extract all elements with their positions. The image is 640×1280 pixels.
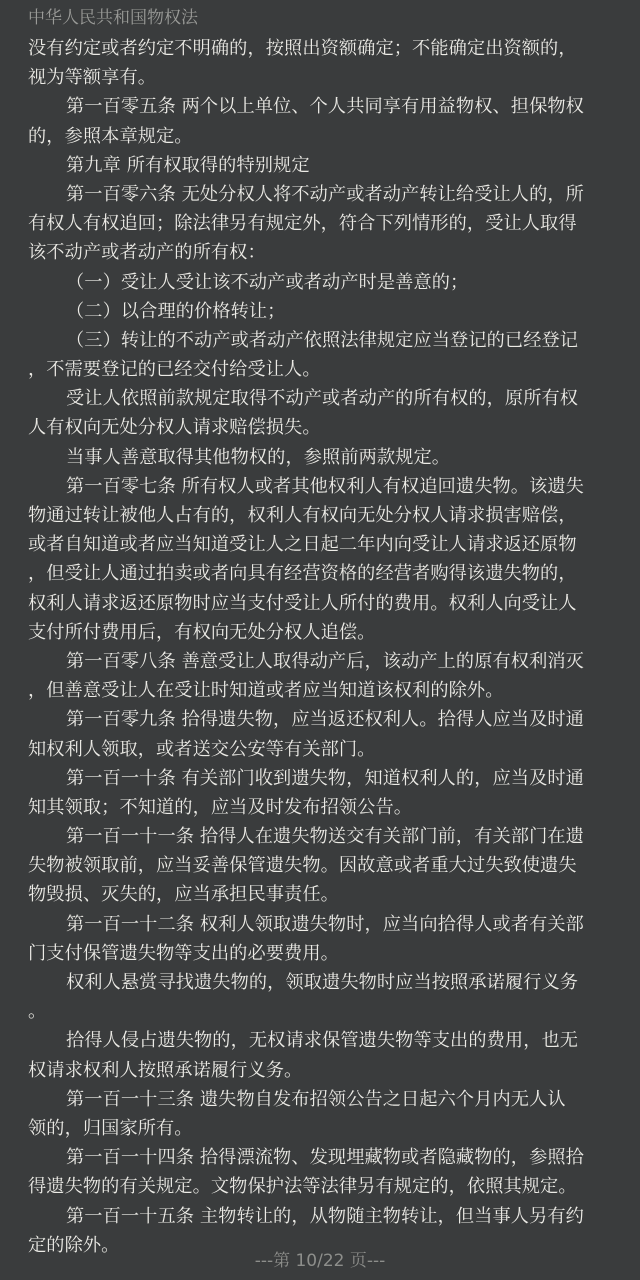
text-line: 第一百一十三条 遗失物自发布招领公告之日起六个月内无人认: [66, 1088, 566, 1110]
text-line: 第一百零六条 无处分权人将不动产或者动产转让给受让人的，所: [66, 183, 584, 205]
text-line: 门支付保管遗失物等支出的必要费用。: [28, 942, 339, 964]
text-line: （三）转让的不动产或者动产依照法律规定应当登记的已经登记: [66, 329, 579, 351]
text-line: 第一百一十四条 拾得漂流物、发现埋藏物或者隐藏物的，参照拾: [66, 1147, 584, 1169]
text-line: 失物被领取前，应当妥善保管遗失物。因故意或者重大过失致使遗失: [28, 855, 577, 877]
text-line: 拾得人侵占遗失物的，无权请求保管遗失物等支出的费用，也无: [66, 1030, 579, 1052]
text-line: 权利人悬赏寻找遗失物的，领取遗失物时应当按照承诺履行义务: [66, 972, 579, 993]
text-line: 知其领取；不知道的，应当及时发布招领公告。: [28, 796, 413, 818]
text-line: 当事人善意取得其他物权的，参照前两款规定。: [66, 446, 451, 468]
text-line: ，但善意受让人在受让时知道或者应当知道该权利的除外。: [28, 680, 504, 702]
text-line: ，不需要登记的已经交付给受让人。: [28, 359, 321, 381]
text-line: （一）受让人受让该不动产或者动产时是善意的；: [66, 271, 469, 293]
text-line: 。: [28, 1001, 47, 1023]
text-line: 第一百一十二条 权利人领取遗失物时，应当向拾得人或者有关部: [66, 913, 584, 935]
text-line: 该不动产或者动产的所有权：: [28, 242, 266, 264]
text-line: 有权人有权追回；除法律另有规定外，符合下列情形的，受让人取得: [28, 213, 577, 235]
reader-content[interactable]: [28, 34, 610, 1260]
text-line: 没有约定或者约定不明确的，按照出资额确定；不能确定出资额的，: [28, 38, 577, 59]
text-line: （二）以合理的价格转让；: [66, 300, 286, 322]
text-line: 物毁损、灭失的，应当承担民事责任。: [28, 884, 339, 906]
text-line: 支付所付费用后，有权向无处分权人追偿。: [28, 621, 376, 643]
text-line: 第九章 所有权取得的特别规定: [66, 154, 310, 176]
text-line: 第一百一十五条 主物转让的，从物随主物转让，但当事人另有约: [66, 1205, 584, 1227]
text-line: 物通过转让被他人占有的，权利人有权向无处分权人请求损害赔偿，: [28, 505, 577, 526]
text-line: 第一百一十一条 拾得人在遗失物送交有关部门前，有关部门在遗: [66, 826, 584, 848]
book-title: 中华人民共和国物权法: [28, 8, 198, 28]
text-line: 权利人请求返还原物时应当支付受让人所付的费用。权利人向受让人: [28, 592, 577, 614]
page-indicator: ---第 10/22 页---: [254, 1251, 386, 1271]
text-line: 或者自知道或者应当知道受让人之日起二年内向受让人请求返还原物: [28, 534, 577, 556]
text-line: 视为等额享有。: [28, 67, 157, 89]
text-line: 人有权向无处分权人请求赔偿损失。: [28, 417, 321, 439]
text-line: 第一百一十条 有关部门收到遗失物，知道权利人的，应当及时通: [66, 767, 584, 789]
text-line: 定的除外。: [28, 1234, 120, 1256]
text-line: 的，参照本章规定。: [28, 125, 193, 147]
text-line: 领的，归国家所有。: [28, 1117, 193, 1139]
text-line: ，但受让人通过拍卖或者向具有经营资格的经营者购得该遗失物的，: [28, 563, 577, 585]
text-line: 权请求权利人按照承诺履行义务。: [28, 1059, 303, 1081]
text-line: 得遗失物的有关规定。文物保护法等法律另有规定的，依照其规定。: [28, 1176, 577, 1198]
text-line: 第一百零五条 两个以上单位、个人共同享有用益物权、担保物权: [66, 96, 584, 118]
text-line: 第一百零七条 所有权人或者其他权利人有权追回遗失物。该遗失: [66, 475, 584, 497]
text-line: 知权利人领取，或者送交公安等有关部门。: [28, 738, 376, 760]
text-line: 第一百零九条 拾得遗失物，应当返还权利人。拾得人应当及时通: [66, 709, 584, 731]
text-line: 受让人依照前款规定取得不动产或者动产的所有权的，原所有权: [66, 388, 579, 410]
text-line: 第一百零八条 善意受让人取得动产后，该动产上的原有权利消灭: [66, 650, 584, 672]
